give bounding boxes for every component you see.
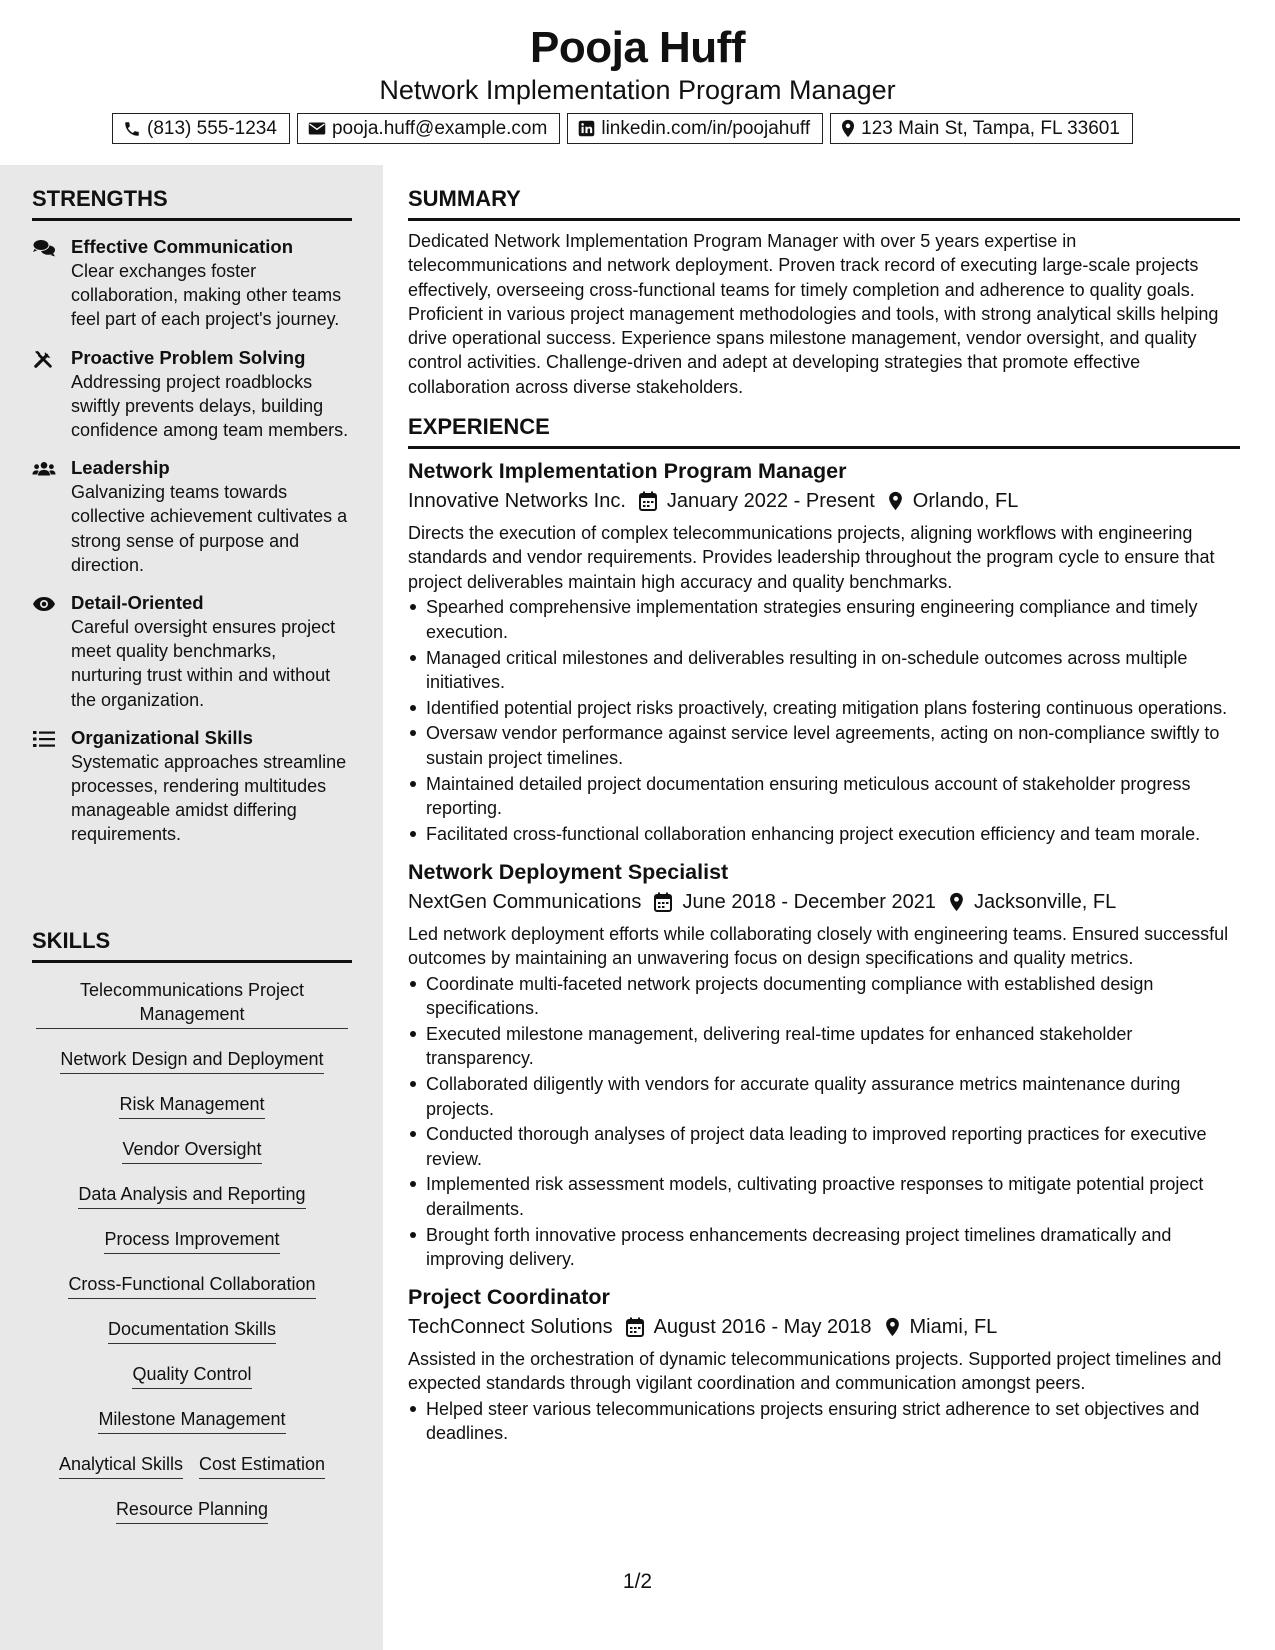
strength-desc: Systematic approaches streamline processes, rendering multitudes manageable amidst differing requirements.: [71, 751, 347, 845]
sidebar: [0, 165, 383, 1650]
skills-section: [32, 927, 352, 1542]
contact-linkedin[interactable]: [567, 113, 823, 144]
comments-icon: [32, 238, 56, 258]
job-meta: [408, 1313, 1240, 1341]
strength-desc: Careful oversight ensures project meet quality benchmarks, nurturing trust within and without the organization.: [71, 617, 336, 710]
skill-tag: Cross-Functional Collaboration: [68, 1272, 315, 1299]
bullet-item: Managed critical milestones and deliverables resulting in on-schedule outcomes across multiple initiatives.: [408, 646, 1240, 695]
calendar-icon: [654, 892, 672, 912]
bullet-item: Helped steer various telecommunications projects ensuring strict adherence to set objectives and deadlines.: [408, 1397, 1240, 1446]
calendar-icon: [626, 1317, 644, 1337]
job-dates: June 2018 - December 2021: [682, 890, 936, 913]
strength-desc: Addressing project roadblocks swiftly prevents delays, building confidence among team members.: [71, 371, 349, 441]
email-text: pooja.huff@example.com: [331, 117, 548, 139]
job-company: NextGen Communications: [408, 890, 642, 913]
job-title: Network Implementation Program Manager: [408, 459, 847, 484]
envelope-icon: [308, 121, 326, 136]
job-meta: [408, 888, 1240, 916]
job-location: Orlando, FL: [912, 490, 1019, 513]
strengths-section: [32, 185, 352, 847]
strength-item: [32, 235, 352, 332]
address-text: 123 Main St, Tampa, FL 33601: [861, 117, 1120, 139]
job-location: Jacksonville, FL: [973, 890, 1117, 913]
job-bullets: [408, 972, 1240, 1271]
main-content: [408, 165, 1240, 1446]
bullet-item: Executed milestone management, delivering real-time updates for enhanced stakeholder transparency.: [408, 1022, 1240, 1071]
job-title: Network Deployment Specialist: [408, 859, 729, 884]
phone-icon: [123, 120, 141, 138]
bullet-item: Oversaw vendor performance against service level agreements, acting on non-compliance swiftly to sustain project timelines.: [408, 721, 1240, 770]
job-entry: [408, 1283, 1240, 1446]
map-marker-icon: [888, 491, 903, 511]
skills-list: [32, 978, 352, 1542]
strength-item: [32, 591, 352, 712]
candidate-title: Network Implementation Program Manager: [379, 75, 896, 105]
skill-tag: Process Improvement: [104, 1227, 279, 1254]
job-bullets: [408, 1397, 1240, 1446]
bullet-item: Facilitated cross-functional collaboration enhancing project execution efficiency and team morale.: [408, 822, 1240, 846]
strength-name: Effective Communication: [71, 236, 294, 257]
summary-heading: SUMMARY: [408, 185, 1240, 221]
map-marker-icon: [949, 892, 964, 912]
linkedin-text: linkedin.com/in/poojahuff: [601, 117, 811, 139]
linkedin-icon: [578, 120, 595, 137]
calendar-icon: [639, 491, 657, 511]
resume-header: [0, 0, 1275, 165]
contact-address[interactable]: [830, 113, 1133, 144]
skill-tag: Telecommunications Project Management: [36, 978, 348, 1029]
strengths-heading: STRENGTHS: [32, 185, 352, 221]
strength-name: Leadership: [71, 457, 170, 479]
bullet-item: Maintained detailed project documentation ensuring meticulous account of stakeholder progress reporting.: [408, 772, 1240, 821]
job-dates: January 2022 - Present: [666, 490, 875, 513]
job-entry: [408, 858, 1240, 1271]
skill-tag: Vendor Oversight: [122, 1137, 261, 1164]
strength-name: Proactive Problem Solving: [71, 346, 306, 368]
contact-bar: [112, 113, 1133, 145]
skill-tag: Documentation Skills: [108, 1317, 276, 1344]
skill-tag: Analytical Skills: [59, 1452, 183, 1479]
skill-tag: Milestone Management: [98, 1407, 285, 1434]
bullet-item: Identified potential project risks proactively, creating mitigation plans fostering continuous operations.: [408, 696, 1240, 720]
bullet-item: Collaborated diligently with vendors for accurate quality assurance metrics maintenance during projects.: [408, 1072, 1240, 1121]
job-description: Directs the execution of complex telecommunications projects, aligning workflows with engineering standards and vendor requirements. Provides leadership throughout the program cycle to ensure that project deliverables maintain high accuracy and quality benchmarks.: [408, 523, 1215, 592]
skill-tag: Cost Estimation: [199, 1452, 325, 1479]
skill-tag: Quality Control: [132, 1362, 251, 1389]
job-meta: [408, 487, 1240, 515]
job-location: Miami, FL: [909, 1316, 998, 1339]
strength-item: [32, 346, 352, 443]
job-dates: August 2016 - May 2018: [653, 1316, 872, 1339]
users-icon: [32, 459, 56, 479]
candidate-name: Pooja Huff: [530, 23, 745, 72]
bullet-item: Coordinate multi-faceted network projects documenting compliance with established design specifications.: [408, 972, 1240, 1021]
job-entry: [408, 457, 1240, 846]
tools-icon: [32, 349, 56, 369]
experience-section: [408, 413, 1240, 1446]
list-icon: [32, 729, 56, 749]
job-description: Led network deployment efforts while collaborating closely with engineering teams. Ensured successful outcomes by maintaining an unwavering focus on design specifications and quality metrics.: [408, 923, 1229, 969]
strength-desc: Galvanizing teams towards collective achievement cultivates a strong sense of purpose and direction.: [71, 482, 348, 575]
job-bullets: [408, 595, 1240, 845]
summary-text: Dedicated Network Implementation Program Manager with over 5 years expertise in telecommunications and network deployment. Proven track record of executing large-scale projects effectively, overseeing cross-functional teams for timely completion and adherence to quality goals. Proficient in various project management methodologies and tools, with strong analytical skills helping drive operational success. Experience spans milestone management, vendor oversight, and quality control activities. Challenge-driven and adept at developing strategies that promote effective collaboration across diverse stakeholders.: [408, 231, 1219, 397]
experience-heading: EXPERIENCE: [408, 413, 1240, 449]
summary-section: [408, 185, 1240, 399]
map-marker-icon: [841, 119, 855, 138]
strength-name: Organizational Skills: [71, 726, 253, 748]
strength-item: [32, 726, 352, 847]
skill-tag: Resource Planning: [116, 1497, 268, 1524]
strength-name: Detail-Oriented: [71, 592, 204, 614]
skill-tag: Network Design and Deployment: [60, 1047, 323, 1074]
job-title: Project Coordinator: [408, 1285, 610, 1310]
job-company: TechConnect Solutions: [408, 1316, 613, 1339]
strength-desc: Clear exchanges foster collaboration, making other teams feel part of each project's journey.: [71, 261, 342, 330]
bullet-item: Brought forth innovative process enhancements decreasing project timelines dramatically and improving delivery.: [408, 1223, 1240, 1272]
bullet-item: Spearhed comprehensive implementation strategies ensuring engineering compliance and timely execution.: [408, 595, 1240, 644]
bullet-item: Conducted thorough analyses of project data leading to improved reporting practices for executive review.: [408, 1122, 1240, 1171]
job-description: Assisted in the orchestration of dynamic telecommunications projects. Supported project timelines and expected standards through vigilant coordination and communication amongst peers.: [408, 1349, 1222, 1394]
job-company: Innovative Networks Inc.: [408, 490, 626, 513]
phone-text: (813) 555-1234: [147, 117, 277, 139]
bullet-item: Implemented risk assessment models, cultivating proactive responses to mitigate potential project derailments.: [408, 1172, 1240, 1221]
contact-email[interactable]: [297, 113, 560, 144]
skill-tag: Risk Management: [119, 1092, 264, 1119]
contact-phone[interactable]: [112, 113, 290, 144]
skills-heading: SKILLS: [32, 927, 352, 963]
skill-tag: Data Analysis and Reporting: [78, 1182, 305, 1209]
map-marker-icon: [885, 1317, 900, 1337]
eye-icon: [32, 594, 56, 614]
strength-item: [32, 456, 352, 577]
page-number: 1/2: [622, 1570, 653, 1593]
